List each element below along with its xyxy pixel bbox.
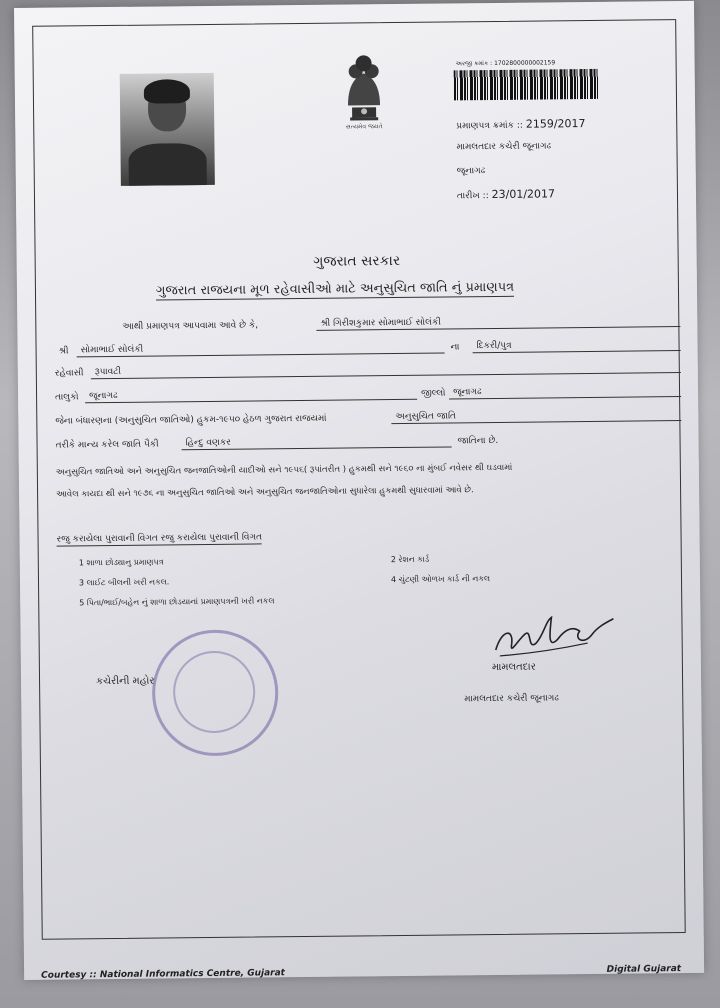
national-emblem-icon xyxy=(333,47,394,130)
constitution-line: જેના બંધારણના (અનુસુચિત જાતિઓ) હુકમ-૧૯૫૦ હેઠળ ગુજરાત રાજયમાં xyxy=(55,413,327,427)
certificate-frame xyxy=(32,19,686,981)
emblem-caption: સત્યમેવ જયતે xyxy=(345,123,383,131)
father-name: સોમાભાઈ સોલંકી xyxy=(77,341,445,358)
paragraph-line-2: આવેલ કાયદા થી સને ૧૯૭૬ ના અનુસુચિત જાતિઓ અને અનુસુચિત જનજાતિઓના સુધારેલા હુકમથી સુધારવામાં આવે છે. xyxy=(56,485,474,500)
document-item: 2 રેશન કાર્ડ xyxy=(390,554,430,565)
caste-suffix: જાતિના છે. xyxy=(457,435,499,447)
certificate-paper xyxy=(14,1,704,980)
barcode xyxy=(454,69,599,101)
document-item: 1 શાળા છોડ્યાનુ પ્રમાણપત્ર xyxy=(78,557,164,568)
certificate-title: ગુજરાત રાજયના મૂળ રહેવાસીઓ માટે અનુસુચિત જાતિ નું પ્રમાણપત્ર xyxy=(155,279,515,299)
na-label: ના xyxy=(450,342,460,353)
issuing-city: જૂનાગઢ xyxy=(456,166,486,177)
documents-heading: રજુ કરાયેલા પુરાવાની વિગત રજુ કરાયેલા પુરાવાની વિગત xyxy=(56,532,263,545)
caste: હિન્દુ વણકર xyxy=(182,434,452,450)
certificate-number: 2159/2017 xyxy=(525,117,586,131)
application-number: અરજી ક્રમાંક : 1702800000002159 xyxy=(455,59,556,68)
certificate-number-line xyxy=(456,117,585,131)
taluka: જૂનાગઢ xyxy=(85,387,417,403)
issue-date-line xyxy=(457,187,555,201)
person-name: શ્રી ગિરીશકુમાર સોમાભાઈ સોલંકી xyxy=(316,314,680,331)
district-label: જીલ્લો xyxy=(421,388,446,399)
village: રૂપાવટી xyxy=(91,360,681,379)
issue-date-label: તારીખ :: xyxy=(456,191,489,202)
office-seal-label: કચેરીની મહોર xyxy=(96,675,155,688)
paragraph-line-1: અનુસુચિત જાતિઓ અને અનુસુચિત જનજાતિઓની યાદીઓ સને ૧૯૫૬( રૂપાંતરીત ) હુકમથી સને ૧૯૬૦ ના મુંબઈ નવેસર થી ઘડવામાં xyxy=(55,462,513,478)
category: અનુસુચિત જાતિ xyxy=(391,408,681,424)
office-seal-stamp xyxy=(152,629,279,756)
signature xyxy=(487,609,618,670)
intro-text: આથી પ્રમાણપત્ર આપવામા આવે છે કે, xyxy=(122,320,259,332)
district: જૂનાગઢ xyxy=(449,384,681,399)
footer-brand: Digital Gujarat xyxy=(606,964,682,975)
recognized-label: તરીકે માન્ય કરેલ જાતિ પૈકી xyxy=(55,439,159,451)
signatory-title: મામલતદાર xyxy=(491,661,536,674)
taluka-label: તાલુકો xyxy=(55,392,79,403)
document-item: 4 ચુંટણી ઓળખ કાર્ડ ની નકલ xyxy=(390,574,491,585)
applicant-photo xyxy=(120,73,215,186)
issuing-office: મામલતદાર કચેરી જૂનાગઢ xyxy=(456,141,552,153)
shri-label: શ્રી xyxy=(58,346,69,357)
relation: દિકરી/પુત્ર xyxy=(473,338,681,353)
certificate-number-label: પ્રમાણપત્ર ક્રમાંક :: xyxy=(456,120,524,132)
issue-date: 23/01/2017 xyxy=(491,187,556,202)
resident-label: રહેવાસી xyxy=(54,368,84,379)
signatory-office: મામલતદાર કચેરી જૂનાગઢ xyxy=(464,693,559,705)
document-item: 3 લાઈટ બીલની ખરી નકલ. xyxy=(78,577,170,588)
document-item: 5 પિતા/ભાઈ/બહેન નું શાળા છોડયાનાં પ્રમાણપત્રની ખરી નકલ xyxy=(79,596,275,608)
government-title: ગુજરાત સરકાર xyxy=(313,252,401,270)
footer-courtesy: Courtesy :: National Informatics Centre, Gujarat xyxy=(41,968,286,981)
